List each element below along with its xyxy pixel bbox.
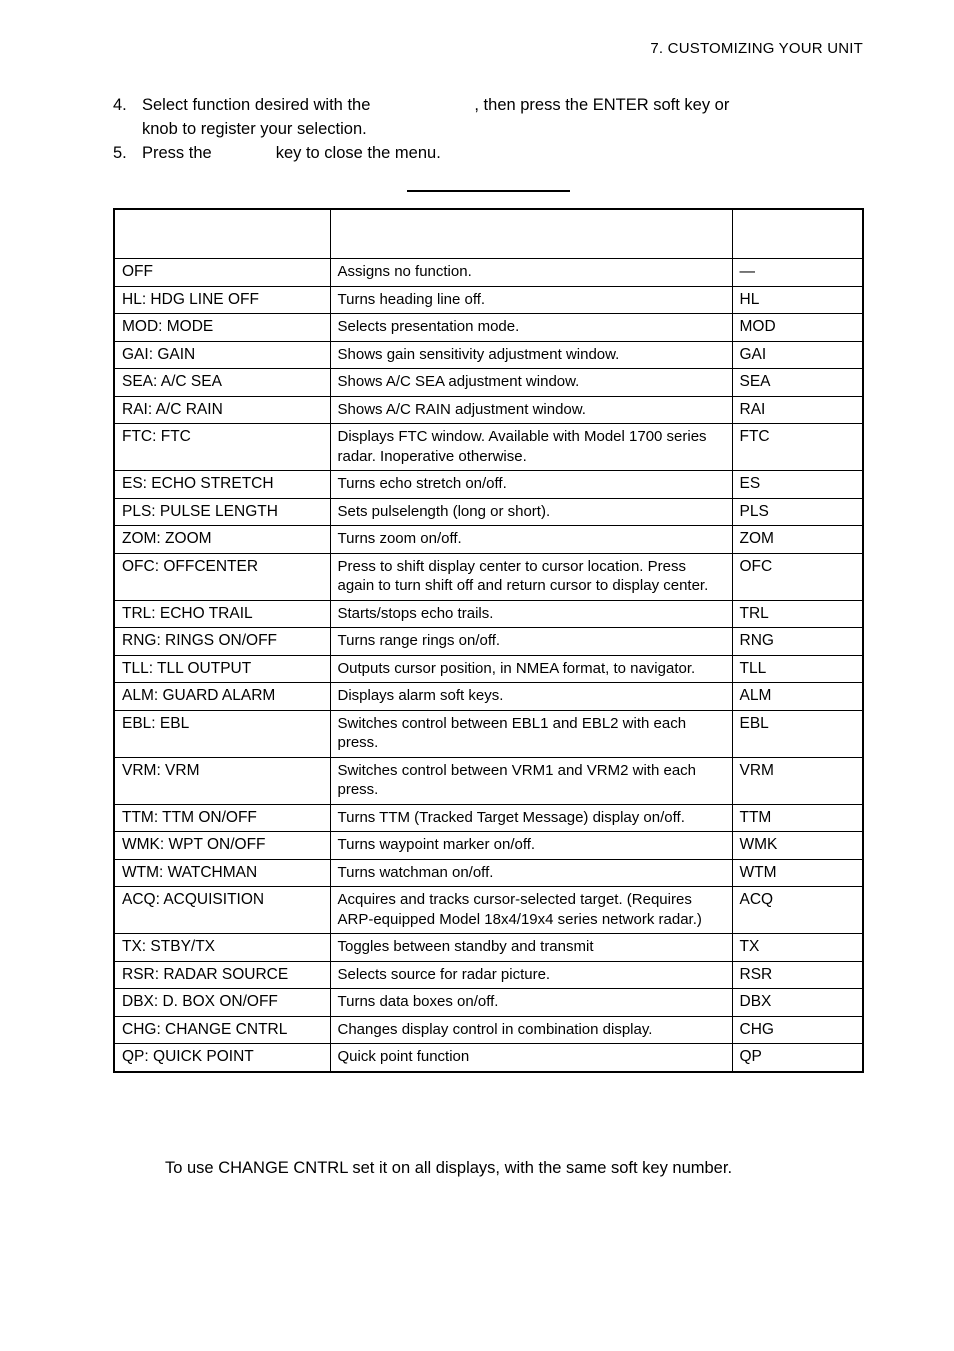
function-table-grid	[113, 208, 864, 1073]
step-text-part: Select function desired with the	[142, 96, 371, 114]
function-cell: TX: STBY/TX	[114, 934, 330, 962]
step-4	[113, 93, 813, 141]
table-row	[114, 804, 863, 832]
description-cell: Displays alarm soft keys.	[330, 683, 732, 711]
abbreviation-cell: RNG	[732, 628, 863, 656]
table-footnote: To use CHANGE CNTRL set it on all displays, with the same soft key number.	[165, 1159, 733, 1177]
function-cell: TTM: TTM ON/OFF	[114, 804, 330, 832]
function-cell: WTM: WATCHMAN	[114, 859, 330, 887]
abbreviation-cell: TLL	[732, 655, 863, 683]
table-row	[114, 887, 863, 934]
function-cell: MOD: MODE	[114, 314, 330, 342]
abbreviation-cell: GAI	[732, 341, 863, 369]
abbreviation-cell: WTM	[732, 859, 863, 887]
table-row	[114, 757, 863, 804]
abbreviation-cell: RSR	[732, 961, 863, 989]
function-cell: HL: HDG LINE OFF	[114, 286, 330, 314]
description-cell: Selects source for radar picture.	[330, 961, 732, 989]
description-cell: Assigns no function.	[330, 259, 732, 287]
table-row	[114, 314, 863, 342]
table-row	[114, 259, 863, 287]
step-text	[142, 93, 813, 141]
abbreviation-cell: —	[732, 259, 863, 287]
abbreviation-cell: RAI	[732, 396, 863, 424]
function-cell: GAI: GAIN	[114, 341, 330, 369]
abbreviation-cell: HL	[732, 286, 863, 314]
table-row	[114, 655, 863, 683]
abbreviation-cell: DBX	[732, 989, 863, 1017]
function-cell: ACQ: ACQUISITION	[114, 887, 330, 934]
step-number: 5.	[113, 144, 127, 162]
description-cell: Turns TTM (Tracked Target Message) display on/off.	[330, 804, 732, 832]
table-title-underline	[407, 190, 570, 192]
abbreviation-cell: WMK	[732, 832, 863, 860]
instruction-steps	[113, 93, 813, 165]
abbreviation-cell: ES	[732, 471, 863, 499]
table-header-row	[114, 209, 863, 259]
description-cell: Acquires and tracks cursor-selected target. (Requires ARP-equipped Model 18x4/19x4 series network radar.)	[330, 887, 732, 934]
function-table	[113, 208, 862, 1073]
description-cell: Turns zoom on/off.	[330, 526, 732, 554]
description-cell: Turns heading line off.	[330, 286, 732, 314]
description-cell: Turns echo stretch on/off.	[330, 471, 732, 499]
table-row	[114, 859, 863, 887]
function-cell: WMK: WPT ON/OFF	[114, 832, 330, 860]
table-body	[114, 259, 863, 1072]
step-text	[142, 141, 813, 165]
function-cell: ZOM: ZOOM	[114, 526, 330, 554]
table-row	[114, 471, 863, 499]
description-cell: Press to shift display center to cursor location. Press again to turn shift off and return cursor to display center.	[330, 553, 732, 600]
table-row	[114, 683, 863, 711]
table-row	[114, 526, 863, 554]
abbreviation-cell: TX	[732, 934, 863, 962]
abbreviation-cell: CHG	[732, 1016, 863, 1044]
function-cell: PLS: PULSE LENGTH	[114, 498, 330, 526]
function-cell: EBL: EBL	[114, 710, 330, 757]
step-number: 4.	[113, 96, 127, 114]
table-row	[114, 628, 863, 656]
table-row	[114, 832, 863, 860]
description-cell: Outputs cursor position, in NMEA format, to navigator.	[330, 655, 732, 683]
description-cell: Starts/stops echo trails.	[330, 600, 732, 628]
function-cell: OFF	[114, 259, 330, 287]
column-header	[732, 209, 863, 259]
description-cell: Switches control between VRM1 and VRM2 with each press.	[330, 757, 732, 804]
description-cell: Displays FTC window. Available with Model 1700 series radar. Inoperative otherwise.	[330, 424, 732, 471]
description-cell: Turns range rings on/off.	[330, 628, 732, 656]
abbreviation-cell: FTC	[732, 424, 863, 471]
abbreviation-cell: TTM	[732, 804, 863, 832]
step-text-part: Press the	[142, 144, 212, 162]
table-row	[114, 396, 863, 424]
table-row	[114, 934, 863, 962]
description-cell: Toggles between standby and transmit	[330, 934, 732, 962]
step-5	[113, 141, 813, 165]
abbreviation-cell: SEA	[732, 369, 863, 397]
table-row	[114, 424, 863, 471]
description-cell: Switches control between EBL1 and EBL2 with each press.	[330, 710, 732, 757]
function-cell: FTC: FTC	[114, 424, 330, 471]
function-cell: ES: ECHO STRETCH	[114, 471, 330, 499]
step-text-part: , then press the ENTER soft key or	[474, 96, 730, 114]
function-cell: RNG: RINGS ON/OFF	[114, 628, 330, 656]
abbreviation-cell: ACQ	[732, 887, 863, 934]
column-header	[330, 209, 732, 259]
running-header: 7. CUSTOMIZING YOUR UNIT	[650, 40, 863, 57]
description-cell: Shows A/C RAIN adjustment window.	[330, 396, 732, 424]
table-row	[114, 498, 863, 526]
table-row	[114, 1016, 863, 1044]
function-cell: VRM: VRM	[114, 757, 330, 804]
abbreviation-cell: MOD	[732, 314, 863, 342]
description-cell: Quick point function	[330, 1044, 732, 1072]
table-row	[114, 286, 863, 314]
description-cell: Turns waypoint marker on/off.	[330, 832, 732, 860]
function-cell: TRL: ECHO TRAIL	[114, 600, 330, 628]
function-cell: TLL: TLL OUTPUT	[114, 655, 330, 683]
abbreviation-cell: TRL	[732, 600, 863, 628]
step-text-part: knob to register your selection.	[142, 120, 367, 138]
description-cell: Sets pulselength (long or short).	[330, 498, 732, 526]
abbreviation-cell: EBL	[732, 710, 863, 757]
function-cell: RSR: RADAR SOURCE	[114, 961, 330, 989]
function-cell: OFC: OFFCENTER	[114, 553, 330, 600]
table-row	[114, 710, 863, 757]
abbreviation-cell: ALM	[732, 683, 863, 711]
column-header	[114, 209, 330, 259]
function-cell: DBX: D. BOX ON/OFF	[114, 989, 330, 1017]
function-cell: SEA: A/C SEA	[114, 369, 330, 397]
function-cell: RAI: A/C RAIN	[114, 396, 330, 424]
table-row	[114, 553, 863, 600]
abbreviation-cell: OFC	[732, 553, 863, 600]
abbreviation-cell: QP	[732, 1044, 863, 1072]
table-row	[114, 1044, 863, 1072]
table-row	[114, 989, 863, 1017]
table-row	[114, 341, 863, 369]
description-cell: Shows A/C SEA adjustment window.	[330, 369, 732, 397]
abbreviation-cell: VRM	[732, 757, 863, 804]
table-row	[114, 369, 863, 397]
table-row	[114, 600, 863, 628]
table-row	[114, 961, 863, 989]
description-cell: Shows gain sensitivity adjustment window.	[330, 341, 732, 369]
function-cell: ALM: GUARD ALARM	[114, 683, 330, 711]
description-cell: Turns data boxes on/off.	[330, 989, 732, 1017]
abbreviation-cell: PLS	[732, 498, 863, 526]
description-cell: Changes display control in combination display.	[330, 1016, 732, 1044]
function-cell: QP: QUICK POINT	[114, 1044, 330, 1072]
function-cell: CHG: CHANGE CNTRL	[114, 1016, 330, 1044]
abbreviation-cell: ZOM	[732, 526, 863, 554]
description-cell: Selects presentation mode.	[330, 314, 732, 342]
description-cell: Turns watchman on/off.	[330, 859, 732, 887]
step-text-part: key to close the menu.	[275, 144, 441, 162]
